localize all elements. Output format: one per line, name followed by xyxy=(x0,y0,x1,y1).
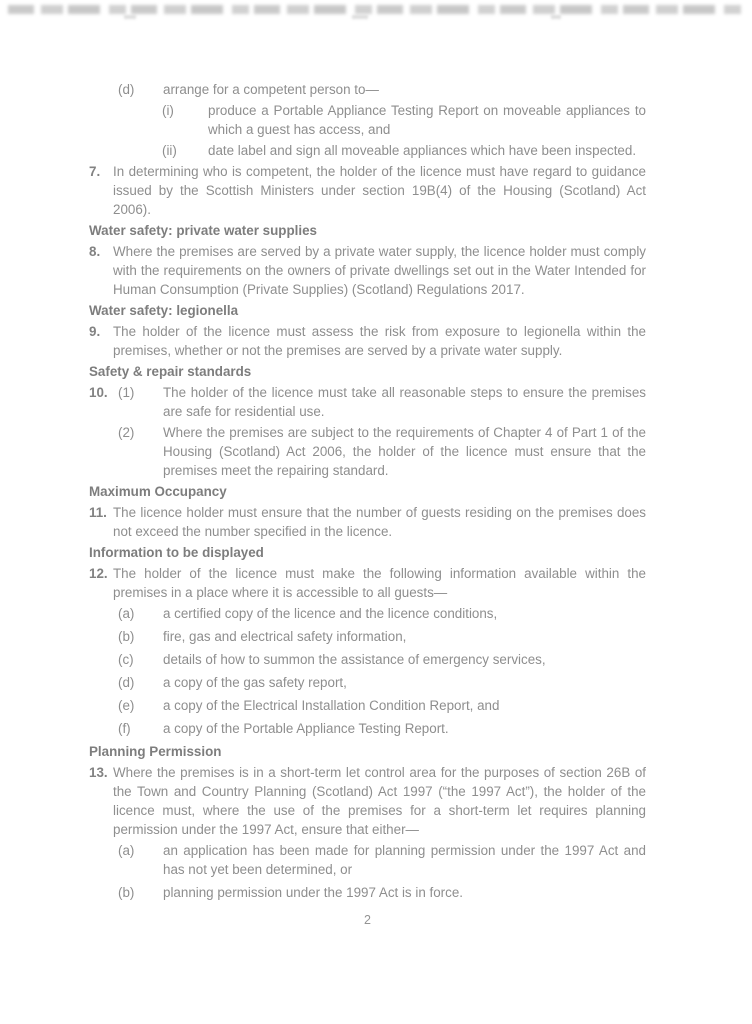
list-label: (d) xyxy=(118,82,135,97)
document-body xyxy=(89,80,646,930)
paragraph-number: 11. xyxy=(89,505,107,520)
list-item-c xyxy=(89,650,646,669)
list-label: (c) xyxy=(118,652,134,667)
paragraph-number xyxy=(89,423,118,480)
list-item-f xyxy=(89,719,646,738)
numbered-paragraph-7 xyxy=(89,162,646,219)
list-text: produce a Portable Appliance Testing Report on moveable appliances to which a guest has access, and xyxy=(208,103,646,137)
paragraph-text: The licence holder must ensure that the number of guests residing on the premises does not exceed the number specified in the licence. xyxy=(113,505,646,539)
list-item-i xyxy=(89,101,646,139)
section-heading-planning-permission: Planning Permission xyxy=(89,744,222,759)
scan-artifact-speck xyxy=(124,15,136,19)
list-label: (b) xyxy=(118,885,135,900)
list-label: (e) xyxy=(118,698,135,713)
paragraph-text: Where the premises is in a short-term let control area for the purposes of section 26B of the Town and Country Planning (Scotland) Act 1997 (“the 1997 Act”), the holder of the licence must, where the use of the premises for a short-term let requires planning permission under the 1997 Act, ensure that either— xyxy=(113,765,646,837)
list-label: (ii) xyxy=(162,143,177,158)
list-text: details of how to summon the assistance of emergency services, xyxy=(163,652,546,667)
paragraph-text: The holder of the licence must take all reasonable steps to ensure the premises are safe for residential use. xyxy=(163,385,646,419)
paragraph-number: 7. xyxy=(89,164,101,179)
list-text: a copy of the Electrical Installation Condition Report, and xyxy=(163,698,500,713)
section-heading-water-safety-legionella: Water safety: legionella xyxy=(89,303,239,318)
paragraph-number: 12. xyxy=(89,566,108,581)
numbered-paragraph-10-2 xyxy=(89,423,646,480)
list-text: arrange for a competent person to— xyxy=(163,82,379,97)
paragraph-text: In determining who is competent, the holder of the licence must have regard to guidance issued by the Scottish Ministers under section 19B(4) of the Housing (Scotland) Act 2006). xyxy=(113,164,646,217)
list-text: a copy of the gas safety report, xyxy=(163,675,347,690)
list-item-b xyxy=(89,627,646,646)
list-text: a copy of the Portable Appliance Testing Report. xyxy=(163,721,449,736)
scan-artifact-blur-band xyxy=(8,5,742,14)
list-label: (d) xyxy=(118,675,135,690)
list-item-e xyxy=(89,696,646,715)
section-heading-safety-repair-standards: Safety & repair standards xyxy=(89,364,252,379)
list-text: date label and sign all moveable appliances which have been inspected. xyxy=(208,143,637,158)
section-heading-maximum-occupancy: Maximum Occupancy xyxy=(89,484,227,499)
subparagraph-label: (1) xyxy=(118,385,135,400)
paragraph-text: The holder of the licence must make the following information available within the premises in a place where it is accessible to all guests— xyxy=(113,566,646,600)
paragraph-number: 13. xyxy=(89,765,108,780)
section-heading-water-safety-private: Water safety: private water supplies xyxy=(89,223,317,238)
numbered-paragraph-9 xyxy=(89,322,646,360)
list-item-13b xyxy=(89,883,646,902)
list-text: planning permission under the 1997 Act is in force. xyxy=(163,885,463,900)
list-item-a xyxy=(89,604,646,623)
list-text: fire, gas and electrical safety information, xyxy=(163,629,407,644)
section-heading-information-displayed: Information to be displayed xyxy=(89,545,264,560)
paragraph-number: 10. xyxy=(89,385,108,400)
list-label: (a) xyxy=(118,843,135,858)
subparagraph-label: (2) xyxy=(118,425,135,440)
list-label: (i) xyxy=(162,103,174,118)
page-number: 2 xyxy=(364,913,371,927)
list-item-d xyxy=(89,80,646,99)
list-item-ii xyxy=(89,141,646,160)
numbered-paragraph-11 xyxy=(89,503,646,541)
numbered-paragraph-8 xyxy=(89,242,646,299)
list-text: a certified copy of the licence and the licence conditions, xyxy=(163,606,498,621)
list-label: (f) xyxy=(118,721,131,736)
list-item-13a xyxy=(89,841,646,879)
numbered-paragraph-13 xyxy=(89,763,646,839)
scan-artifact-speck xyxy=(352,15,368,19)
scan-artifact-speck xyxy=(551,15,561,19)
list-label: (a) xyxy=(118,606,135,621)
paragraph-text: Where the premises are subject to the requirements of Chapter 4 of Part 1 of the Housing (Scotland) Act 2006, the holder of the licence must ensure that the premises meet the repairing standard. xyxy=(163,425,646,478)
list-label: (b) xyxy=(118,629,135,644)
numbered-paragraph-12 xyxy=(89,564,646,602)
paragraph-text: The holder of the licence must assess the risk from exposure to legionella within the premises, whether or not the premises are served by a private water supply. xyxy=(113,324,646,358)
list-text: an application has been made for planning permission under the 1997 Act and has not yet been determined, or xyxy=(163,843,646,877)
numbered-paragraph-10-1 xyxy=(89,383,646,421)
paragraph-number: 9. xyxy=(89,324,101,339)
paragraph-number: 8. xyxy=(89,244,101,259)
list-item-d2 xyxy=(89,673,646,692)
paragraph-text: Where the premises are served by a private water supply, the licence holder must comply with the requirements on the owners of private dwellings set out in the Water Intended for Human Consumption (Private Supplies) (Scotland) Regulations 2017. xyxy=(113,244,646,297)
